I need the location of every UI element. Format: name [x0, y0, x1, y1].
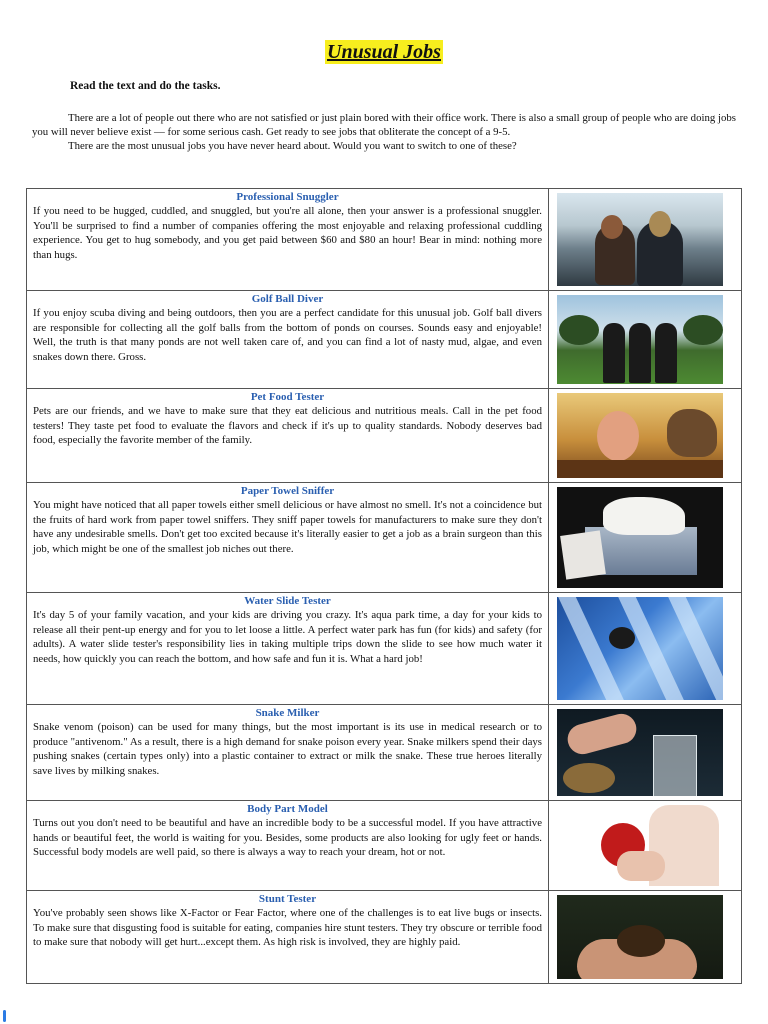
job-description: Pets are our friends, and we have to make sure that they eat delicious and nutritious meals. Call in the pet food testers! They taste pet food to evaluate the flavors and check if it's up to quality standards. Nobody deserves bad food, especially the favorite member of the family. — [33, 405, 542, 447]
instruction-text: Read the text and do the tasks. — [70, 80, 221, 92]
job-title: Golf Ball Diver — [251, 293, 324, 305]
intro-paragraph-2: There are the most unusual jobs you have never heard about. Would you want to switch to one of these? — [68, 140, 517, 152]
pet-food-tester-photo — [557, 393, 723, 478]
job-row-body-part-model — [27, 801, 741, 891]
page-title: Unusual Jobs — [327, 41, 441, 63]
job-row-stunt-tester — [27, 891, 741, 983]
job-title: Professional Snuggler — [236, 191, 339, 203]
job-description: Snake venom (poison) can be used for many things, but the most important is its use in medical research or to produce "antivenom." As a result, there is a high demand for snake poison every year. Snake milkers spend their days pushing snakes (certain types only) into a plastic container to extract or milk the snake. These true heroes literally save lives by milking snakes. — [33, 721, 542, 777]
hand-with-apple-photo — [557, 805, 723, 886]
job-description: It's day 5 of your family vacation, and your kids are driving you crazy. It's aqua park time, a day for your kids to release all their pent-up energy and for you to let loose a little. A perfect water park has fun (for kids) and safety (for adults). A water slide tester's responsibility lies in taking multiple trips down the slide to see how much water it needs, how quickly you can reach the bottom, and how safe and fun it is. What a hard job! — [33, 609, 542, 665]
water-slide-photo — [557, 597, 723, 700]
job-row-pet-food-tester — [27, 389, 741, 483]
job-row-snake-milker — [27, 705, 741, 801]
job-title: Paper Towel Sniffer — [240, 485, 335, 497]
job-row-paper-towel-sniffer — [27, 483, 741, 593]
job-title: Stunt Tester — [258, 893, 317, 905]
job-title: Water Slide Tester — [244, 595, 331, 607]
job-row-water-slide-tester — [27, 593, 741, 705]
intro-paragraph-1: There are a lot of people out there who are not satisfied or just plain bored with their office work. There is also a small group of people who are doing jobs you will never believe exist — for some serious cash. Get ready to see jobs that obliterate the concept of a 9-5. — [32, 112, 736, 138]
job-title: Pet Food Tester — [250, 391, 325, 403]
job-description: If you enjoy scuba diving and being outdoors, then you are a perfect candidate for this unusual job. Golf ball divers are responsible for collecting all the golf balls from the bottom of ponds on courses. Sounds easy and enjoyable! Well, the truth is that many ponds are not well taken care of, and you can find a lot of nasty mud, algae, and even snakes down there. Gross. — [33, 307, 542, 363]
job-description: You've probably seen shows like X-Factor or Fear Factor, where one of the challenges is to eat live bugs or insects. To make sure that disgusting food is suitable for eating, companies hire stunt testers. They try obscure or terrible food to make sure that nobody will get hurt...except them. As high risk is involved, they are highly paid. — [33, 907, 542, 949]
job-title: Snake Milker — [255, 707, 320, 719]
job-description: Turns out you don't need to be beautiful and have an incredible body to be a successful model. If you have attractive hands or beautiful feet, the world is waiting for you. Besides, some products are also looking for ugly feet or hands. Successful body models are well paid, so there is always a way to reach your dream, hot or not. — [33, 817, 542, 859]
job-row-golf-ball-diver — [27, 291, 741, 389]
snake-milking-photo — [557, 709, 723, 796]
job-description: If you need to be hugged, cuddled, and snuggled, but you're all alone, then your answer is a professional snuggler. You'll be surprised to find a number of companies offering the most enjoyable and relaxing professional cuddling experience. You get to hug somebody, and you get paid between $60 and $80 an hour! Bear in mind: nothing more than hugs. — [33, 205, 542, 261]
intro-text — [32, 111, 736, 153]
bug-in-hand-photo — [557, 895, 723, 979]
tissue-box-photo — [557, 487, 723, 588]
job-title: Body Part Model — [247, 803, 328, 815]
page-edge-marker — [3, 1010, 6, 1022]
job-description: You might have noticed that all paper towels either smell delicious or have almost no smell. It's not a coincidence but the fruits of hard work from paper towel sniffers. They sniff paper towels for manufacturers to make sure they don't have any undesirable smells. Don't get too excited because it's literally easier to get a job as a brain surgeon than this job, which might be one of the smallest job niches out there. — [33, 499, 542, 555]
title-container — [0, 40, 768, 64]
snuggler-photo — [557, 193, 723, 286]
job-row-professional-snuggler — [27, 189, 741, 291]
golf-divers-photo — [557, 295, 723, 384]
jobs-table — [26, 188, 742, 984]
